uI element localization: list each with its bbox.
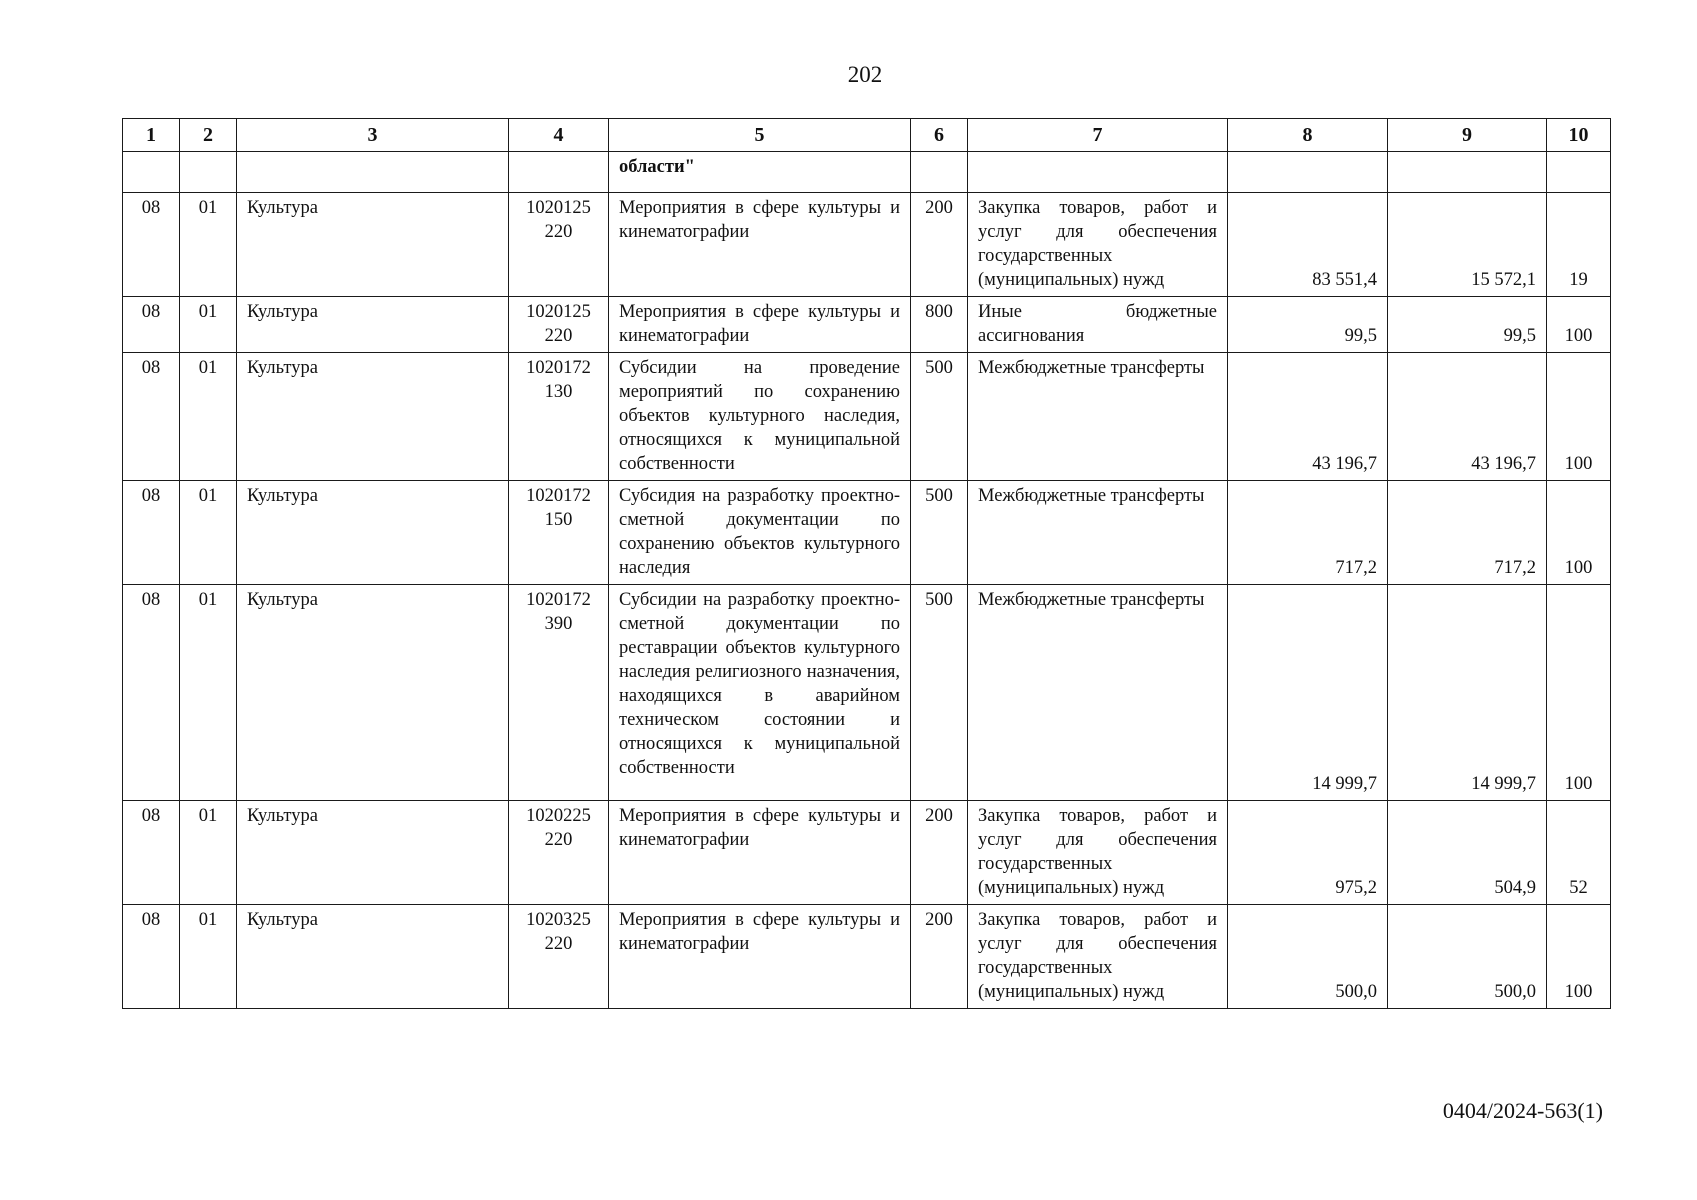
article-name-cell: Мероприятия в сфере культуры и кинематографии [609, 801, 911, 905]
expense-type-name-cell: Закупка товаров, работ и услуг для обеспечения государственных (муниципальных) нужд [968, 193, 1228, 297]
subsection-code-cell: 01 [180, 297, 237, 353]
target-article-code: 1020125 [526, 198, 591, 218]
target-article-code-suffix: 220 [544, 934, 573, 954]
expense-type-name-cell: Межбюджетные трансферты [968, 353, 1228, 481]
target-article-code: 1020225 [526, 806, 591, 826]
table-row [123, 481, 1611, 585]
executed-amount-cell: 14 999,7 [1388, 585, 1547, 801]
percent-cell: 100 [1547, 481, 1611, 585]
subsection-code-cell: 01 [180, 353, 237, 481]
subsection-code-cell: 01 [180, 905, 237, 1009]
section-name-cell: Культура [237, 297, 509, 353]
article-name-cell: Субсидии на разработку проектно-сметной документации по реставрации объектов культурного наследия религиозного назначения, находящихся в аварийном техническом состоянии и относящихся к муниципальной собственности [609, 585, 911, 801]
column-header: 8 [1228, 119, 1388, 152]
target-article-cell [509, 905, 609, 1009]
target-article-cell [509, 801, 609, 905]
executed-amount-cell: 15 572,1 [1388, 193, 1547, 297]
expense-type-name-cell: Межбюджетные трансферты [968, 585, 1228, 801]
expense-type-name-cell: Иные бюджетные ассигнования [968, 297, 1228, 353]
section-code-cell: 08 [123, 585, 180, 801]
target-article-code: 1020172 [526, 590, 591, 610]
subsection-code-cell: 01 [180, 801, 237, 905]
target-article-cell [509, 481, 609, 585]
executed-amount-cell: 504,9 [1388, 801, 1547, 905]
planned-amount-cell: 83 551,4 [1228, 193, 1388, 297]
target-article-code-suffix: 390 [544, 614, 573, 634]
planned-amount-cell: 975,2 [1228, 801, 1388, 905]
target-article-code-suffix: 220 [544, 830, 573, 850]
percent-cell: 100 [1547, 297, 1611, 353]
column-header: 5 [609, 119, 911, 152]
percent-cell: 100 [1547, 585, 1611, 801]
table-row [123, 353, 1611, 481]
article-name-cell: Субсидии на проведение мероприятий по сохранению объектов культурного наследия, относящихся к муниципальной собственности [609, 353, 911, 481]
planned-amount-cell: 43 196,7 [1228, 353, 1388, 481]
planned-amount-cell: 99,5 [1228, 297, 1388, 353]
section-name-cell: Культура [237, 481, 509, 585]
document-code: 0404/2024-563(1) [1442, 1098, 1603, 1123]
expense-type-code-cell: 500 [911, 353, 968, 481]
expense-type-name-cell: Межбюджетные трансферты [968, 481, 1228, 585]
section-code-cell: 08 [123, 297, 180, 353]
target-article-code-suffix: 220 [544, 222, 573, 242]
executed-amount-cell: 500,0 [1388, 905, 1547, 1009]
expense-type-code-cell: 800 [911, 297, 968, 353]
table-row [123, 801, 1611, 905]
section-code-cell: 08 [123, 353, 180, 481]
target-article-cell [509, 353, 609, 481]
executed-amount-cell: 43 196,7 [1388, 353, 1547, 481]
section-name-cell: Культура [237, 585, 509, 801]
target-article-code: 1020325 [526, 910, 591, 930]
section-name-cell: Культура [237, 193, 509, 297]
continuation-text: области" [619, 157, 695, 177]
budget-table [122, 118, 1611, 1009]
expense-type-code-cell: 200 [911, 801, 968, 905]
executed-amount-cell: 99,5 [1388, 297, 1547, 353]
table-row [123, 297, 1611, 353]
article-name-cell: Субсидия на разработку проектно-сметной документации по сохранению объектов культурного наследия [609, 481, 911, 585]
executed-amount-cell: 717,2 [1388, 481, 1547, 585]
target-article-cell [509, 193, 609, 297]
column-header: 10 [1547, 119, 1611, 152]
planned-amount-cell: 717,2 [1228, 481, 1388, 585]
column-header: 4 [509, 119, 609, 152]
expense-type-code-cell: 200 [911, 905, 968, 1009]
percent-cell: 100 [1547, 353, 1611, 481]
article-name-cell: Мероприятия в сфере культуры и кинематографии [609, 297, 911, 353]
target-article-cell [509, 585, 609, 801]
subsection-code-cell: 01 [180, 481, 237, 585]
article-name-cell: Мероприятия в сфере культуры и кинематографии [609, 905, 911, 1009]
column-header: 7 [968, 119, 1228, 152]
expense-type-code-cell: 500 [911, 481, 968, 585]
expense-type-code-cell: 200 [911, 193, 968, 297]
column-header: 1 [123, 119, 180, 152]
target-article-code-suffix: 220 [544, 326, 573, 346]
table-row [123, 193, 1611, 297]
continuation-cell [609, 152, 911, 193]
target-article-code: 1020172 [526, 486, 591, 506]
section-code-cell: 08 [123, 905, 180, 1009]
percent-cell: 52 [1547, 801, 1611, 905]
section-code-cell: 08 [123, 193, 180, 297]
planned-amount-cell: 14 999,7 [1228, 585, 1388, 801]
target-article-cell [509, 297, 609, 353]
table-row [123, 585, 1611, 801]
section-code-cell: 08 [123, 801, 180, 905]
planned-amount-cell: 500,0 [1228, 905, 1388, 1009]
column-header: 9 [1388, 119, 1547, 152]
percent-cell: 100 [1547, 905, 1611, 1009]
expense-type-code-cell: 500 [911, 585, 968, 801]
column-header: 3 [237, 119, 509, 152]
expense-type-name-cell: Закупка товаров, работ и услуг для обеспечения государственных (муниципальных) нужд [968, 801, 1228, 905]
table-row [123, 905, 1611, 1009]
expense-type-name-cell: Закупка товаров, работ и услуг для обеспечения государственных (муниципальных) нужд [968, 905, 1228, 1009]
target-article-code-suffix: 130 [544, 382, 573, 402]
header-row [123, 119, 1611, 152]
column-header: 6 [911, 119, 968, 152]
section-name-cell: Культура [237, 353, 509, 481]
section-name-cell: Культура [237, 905, 509, 1009]
percent-cell: 19 [1547, 193, 1611, 297]
continuation-row [123, 152, 1611, 193]
section-code-cell: 08 [123, 481, 180, 585]
target-article-code: 1020125 [526, 302, 591, 322]
page-number: 202 [847, 62, 883, 87]
target-article-code: 1020172 [526, 358, 591, 378]
article-name-cell: Мероприятия в сфере культуры и кинематографии [609, 193, 911, 297]
target-article-code-suffix: 150 [544, 510, 573, 530]
subsection-code-cell: 01 [180, 193, 237, 297]
column-header: 2 [180, 119, 237, 152]
section-name-cell: Культура [237, 801, 509, 905]
subsection-code-cell: 01 [180, 585, 237, 801]
